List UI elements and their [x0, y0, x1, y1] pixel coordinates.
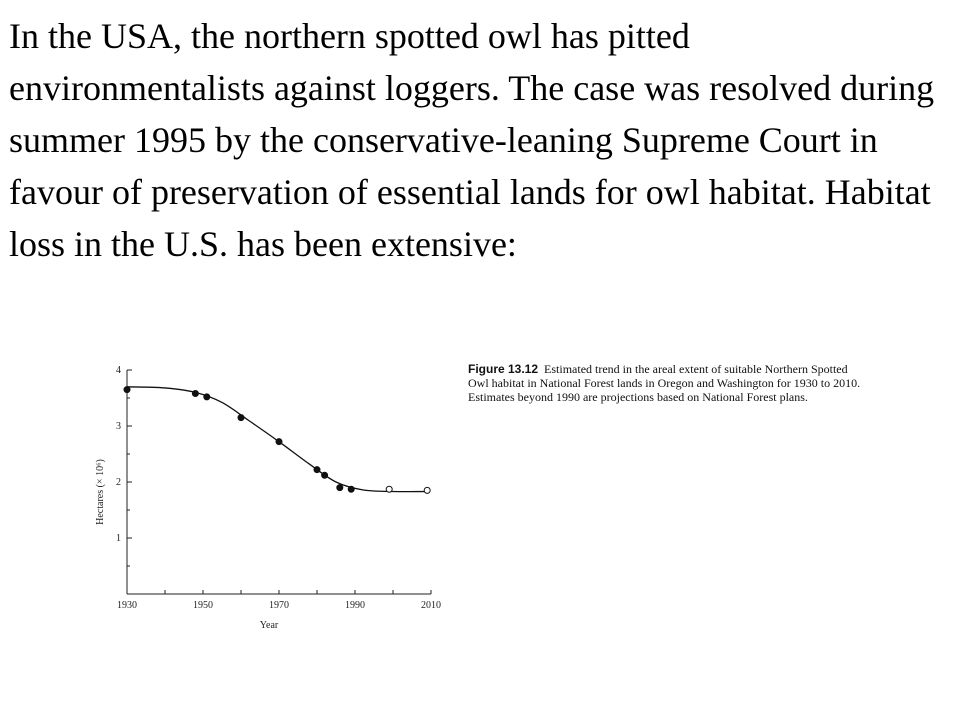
slide-body-text: In the USA, the northern spotted owl has pitted environmentalists against loggers. The case was resolved during summer 1995 by the conservative-leaning Supreme Court in favour of preservation of essential lands for owl habitat. Habitat loss in the U.S. has been extensive:	[9, 16, 935, 264]
y-tick-label: 4	[116, 365, 121, 376]
figure-caption	[468, 362, 868, 404]
projection-point	[424, 487, 430, 493]
chart-marks	[124, 387, 430, 494]
figure-label: Figure 13.12	[468, 362, 539, 376]
y-tick-label: 3	[116, 421, 121, 432]
estimate-point	[322, 472, 328, 478]
estimate-point	[124, 387, 130, 393]
figure-caption-text: Estimated trend in the areal extent of suitable Northern Spotted Owl habitat in National Forest lands in Oregon and Washington for 1930 to 2010. Estimates beyond 1990 are projections based on National Forest plans.	[468, 362, 861, 404]
x-tick-label: 1930	[117, 600, 137, 611]
estimate-point	[337, 485, 343, 491]
estimate-point	[238, 415, 244, 421]
axes	[95, 365, 441, 631]
habitat-trend-chart	[85, 352, 465, 652]
x-tick-label: 1970	[269, 600, 289, 611]
y-tick-label: 2	[116, 477, 121, 488]
x-tick-label: 1990	[345, 600, 365, 611]
estimate-point	[348, 486, 354, 492]
figure	[85, 352, 885, 662]
x-axis-title: Year	[259, 620, 279, 631]
estimate-point	[204, 394, 210, 400]
x-tick-label: 1950	[193, 600, 213, 611]
y-tick-label: 1	[116, 533, 121, 544]
y-axis-title: Hectares (× 10⁶)	[95, 459, 106, 525]
estimate-point	[192, 391, 198, 397]
estimate-point	[314, 467, 320, 473]
projection-point	[386, 486, 392, 492]
x-tick-label: 2010	[421, 600, 441, 611]
estimate-point	[276, 439, 282, 445]
